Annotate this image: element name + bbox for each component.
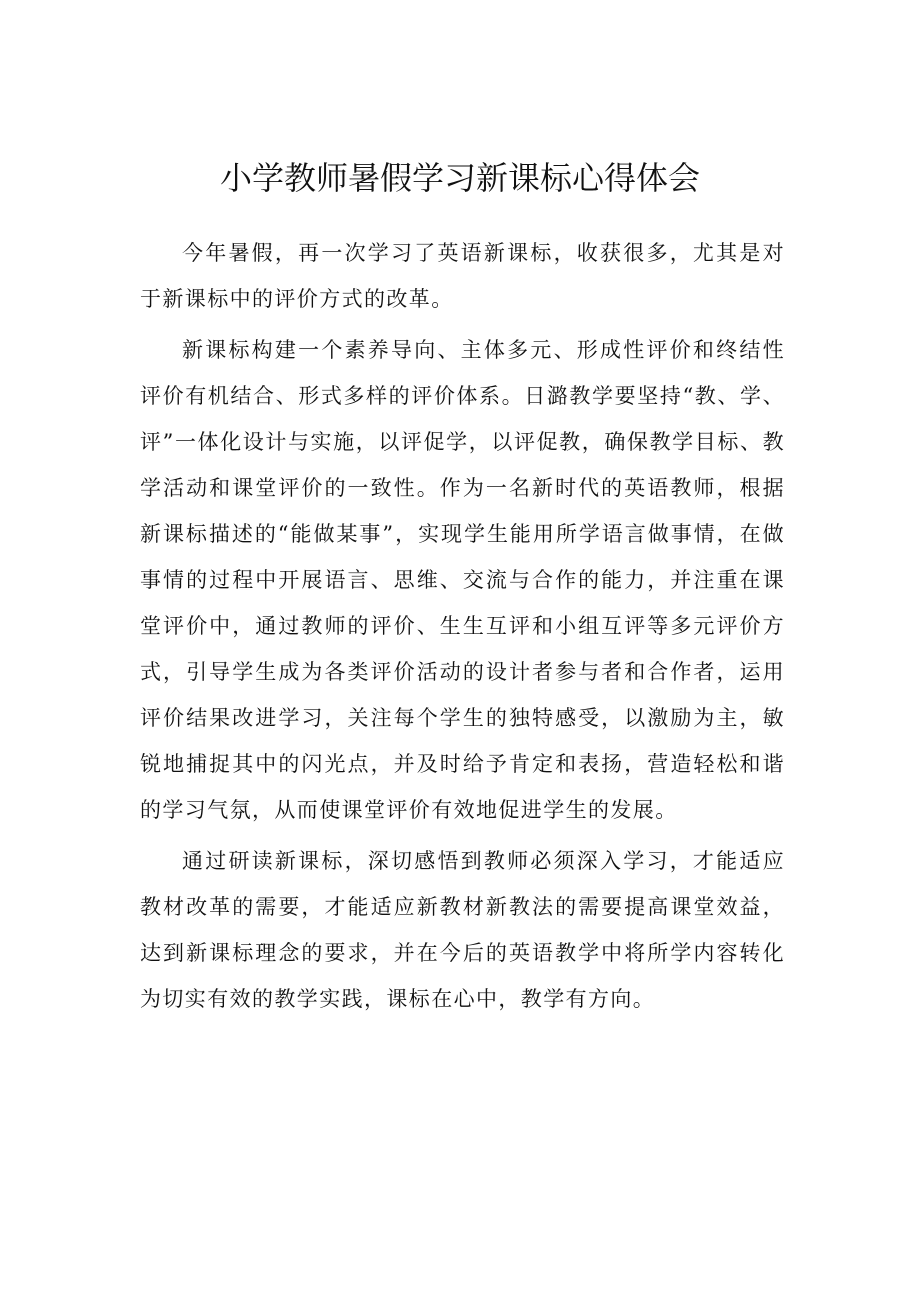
paragraph-conclusion: 通过研读新课标，深切感悟到教师必须深入学习，才能适应教材改革的需要，才能适应新教材新教法的需要提高课堂效益，达到新课标理念的要求，并在今后的英语教学中将所学内容转化为切实有效的教学实践，课标在心中，教学有方向。 [140,849,785,1011]
paragraph-evaluation-system: 新课标构建一个素养导向、主体多元、形成性评价和终结性评价有机结合、形式多样的评价体系。日潞教学要坚持“教、学、评”一体化设计与实施，以评促学，以评促教，确保教学目标、教学活动和课堂评价的一致性。作为一名新时代的英语教师，根据新课标描述的“能做某事”，实现学生能用所学语言做事情，在做事情的过程中开展语言、思维、交流与合作的能力，并注重在课堂评价中，通过教师的评价、生生互评和小组互评等多元评价方式，引导学生成为各类评价活动的设计者参与者和合作者，运用评价结果改进学习，关注每个学生的独特感受，以激励为主，敏锐地捕捉其中的闪光点，并及时给予肯定和表扬，营造轻松和谐的学习气氛，从而使课堂评价有效地促进学生的发展。 [140,338,785,822]
paragraph-intro: 今年暑假，再一次学习了英语新课标，收获很多，尤其是对于新课标中的评价方式的改革。 [140,241,785,311]
document-title: 小学教师暑假学习新课标心得体会 [219,159,700,197]
document-body [140,230,785,1022]
